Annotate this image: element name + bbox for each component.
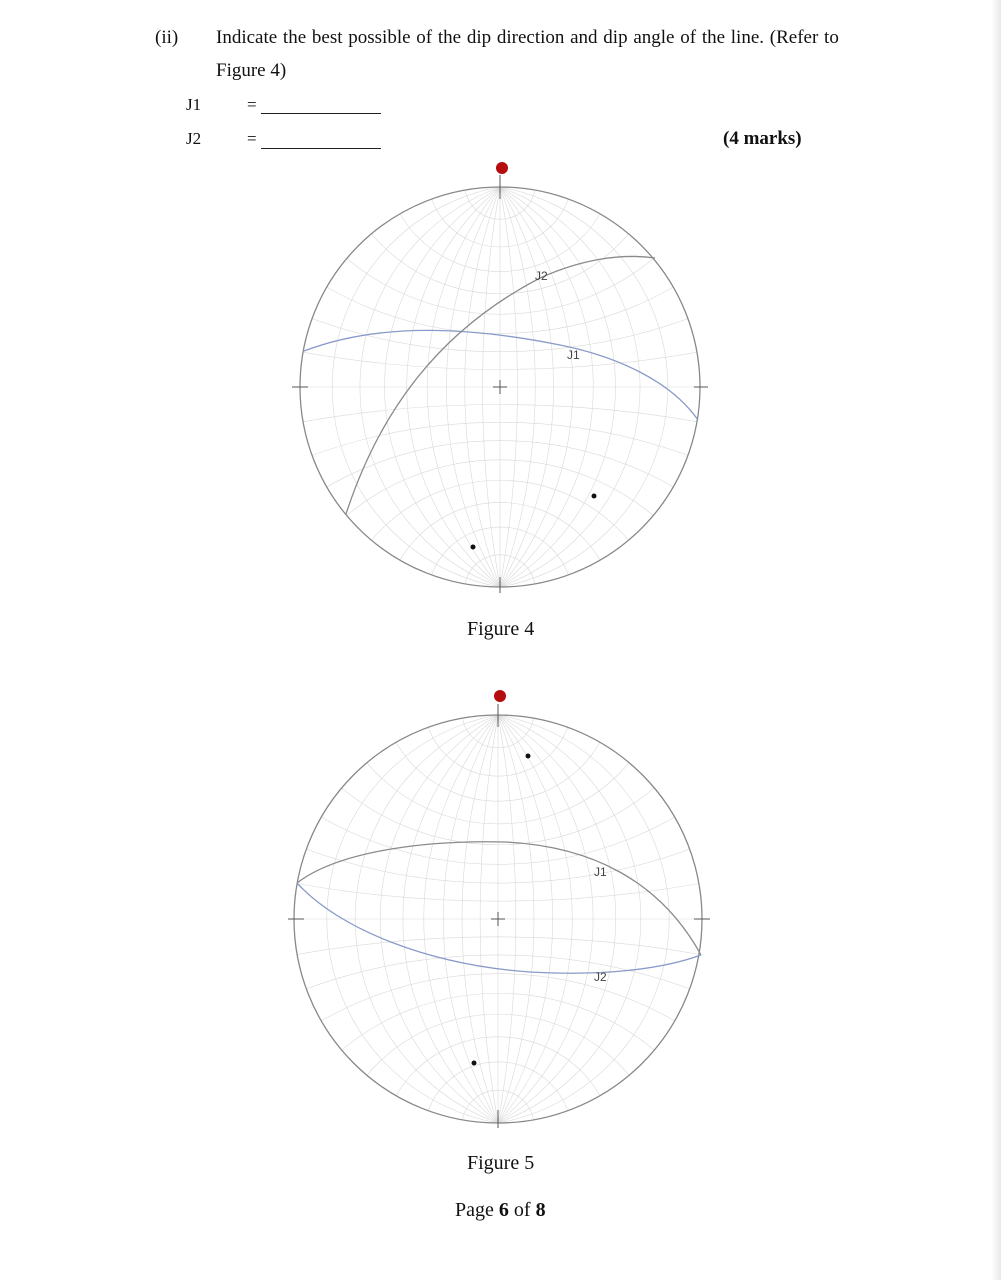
- grid-great-circle: [446, 0, 1001, 787]
- answer-equals-j1: =: [247, 95, 257, 114]
- question-text-line1: Indicate the best possible of the dip direction and dip angle of the line. (Refer to: [216, 27, 839, 48]
- figure5-pole-point-1: [526, 754, 531, 759]
- marks-allocation: (4 marks): [723, 128, 802, 149]
- figure5-caption: Figure 5: [467, 1152, 535, 1174]
- page-current: 6: [498, 1199, 509, 1221]
- figure5-label-j1: J1: [594, 865, 607, 879]
- figure4-pole-point-1: [592, 494, 597, 499]
- page-total: 8: [535, 1199, 546, 1221]
- answer-label-j1: J1: [186, 95, 202, 114]
- figure4-north-marker: [496, 162, 508, 174]
- page-word: Page: [455, 1199, 494, 1221]
- figure5-plane-j1: [297, 842, 701, 955]
- figure4-label-j2: J2: [535, 269, 548, 283]
- figure4-label-j1: J1: [567, 348, 580, 362]
- page-edge-shadow: [991, 0, 1001, 1280]
- figure5-north-marker: [494, 690, 506, 702]
- grid-small-circle: [0, 955, 1001, 1280]
- answer-blank-j1[interactable]: [261, 113, 381, 114]
- answer-blank-j2[interactable]: [261, 148, 381, 149]
- answer-label-j2: J2: [186, 129, 202, 148]
- figure5-stereonet: [285, 685, 715, 1135]
- answer-equals-j2: =: [247, 129, 257, 148]
- of-word: of: [513, 1199, 531, 1221]
- figure4-caption: Figure 4: [467, 618, 535, 640]
- figure4-pole-point-2: [471, 545, 476, 550]
- page-number: [455, 1200, 546, 1220]
- figure5-pole-point-2: [472, 1061, 477, 1066]
- grid-great-circle: [0, 0, 554, 787]
- figure5-label-j2: J2: [594, 970, 607, 984]
- question-text-line2: Figure 4): [216, 60, 287, 81]
- question-number: (ii): [155, 27, 179, 48]
- figure4-stereonet: [290, 155, 710, 595]
